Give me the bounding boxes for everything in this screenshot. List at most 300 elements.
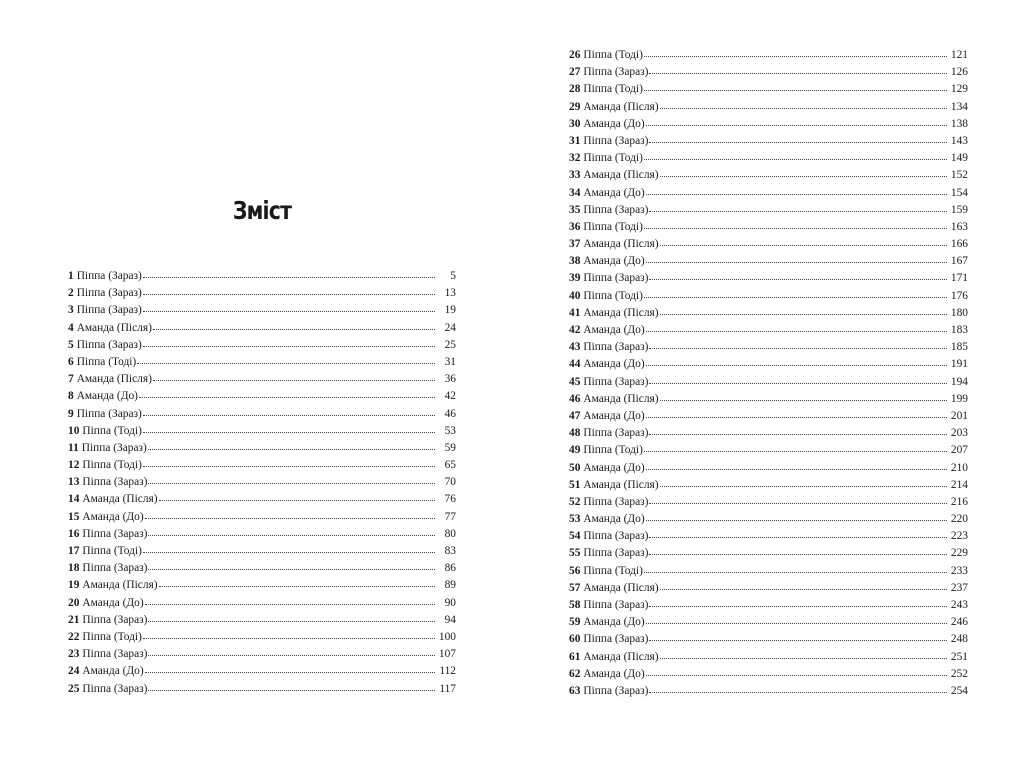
page-number: 152 bbox=[950, 169, 968, 182]
dot-leader bbox=[660, 650, 947, 660]
chapter-title: Піппа (Зараз) bbox=[583, 341, 649, 354]
dot-leader bbox=[143, 458, 435, 468]
chapter-title: Піппа (Тоді) bbox=[82, 424, 142, 437]
dot-leader bbox=[644, 443, 947, 453]
page-number: 80 bbox=[444, 527, 456, 540]
chapter-number: 48 bbox=[569, 427, 581, 440]
toc-entry[interactable] bbox=[569, 460, 968, 477]
toc-entry[interactable] bbox=[569, 133, 968, 150]
toc-entry[interactable] bbox=[569, 442, 968, 459]
chapter-number: 3 bbox=[68, 304, 74, 317]
toc-entry[interactable] bbox=[68, 320, 456, 337]
dot-leader bbox=[143, 630, 435, 640]
chapter-title: Піппа (Зараз) bbox=[583, 203, 649, 216]
chapter-title: Піппа (Тоді) bbox=[583, 289, 643, 302]
page-number: 159 bbox=[950, 203, 968, 216]
chapter-number: 21 bbox=[68, 613, 80, 626]
chapter-title: Аманда (До) bbox=[583, 667, 645, 680]
dot-leader bbox=[649, 529, 947, 539]
chapter-number: 13 bbox=[68, 476, 80, 489]
chapter-title: Піппа (Зараз) bbox=[82, 648, 148, 661]
page-number: 220 bbox=[950, 513, 968, 526]
chapter-number: 34 bbox=[569, 186, 581, 199]
chapter-number: 55 bbox=[569, 547, 581, 560]
chapter-number: 31 bbox=[569, 134, 581, 147]
page-number: 25 bbox=[444, 338, 456, 351]
toc-entry[interactable] bbox=[569, 477, 968, 494]
chapter-number: 24 bbox=[68, 665, 80, 678]
toc-entry[interactable] bbox=[569, 185, 968, 202]
page-number: 203 bbox=[950, 427, 968, 440]
chapter-number: 12 bbox=[68, 459, 80, 472]
chapter-number: 44 bbox=[569, 358, 581, 371]
chapter-number: 14 bbox=[68, 493, 80, 506]
toc-entry[interactable] bbox=[569, 649, 968, 666]
toc-entry[interactable] bbox=[68, 423, 456, 440]
toc-entry[interactable] bbox=[569, 580, 968, 597]
chapter-title: Аманда (До) bbox=[583, 358, 645, 371]
chapter-number: 59 bbox=[569, 616, 581, 629]
page-number: 121 bbox=[950, 49, 968, 61]
dot-leader bbox=[649, 65, 947, 75]
chapter-title: Піппа (Зараз) bbox=[583, 427, 649, 440]
dot-leader bbox=[660, 478, 947, 488]
chapter-title: Піппа (Зараз) bbox=[82, 527, 148, 540]
chapter-title: Аманда (Після) bbox=[583, 169, 659, 182]
chapter-number: 25 bbox=[68, 682, 80, 695]
chapter-title: Піппа (Зараз) bbox=[583, 495, 649, 508]
toc-entry[interactable] bbox=[569, 270, 968, 287]
toc-entry[interactable] bbox=[569, 47, 968, 64]
chapter-title: Аманда (До) bbox=[583, 117, 645, 130]
chapter-number: 42 bbox=[569, 324, 581, 336]
toc-entry[interactable] bbox=[569, 236, 968, 253]
dot-leader bbox=[660, 168, 947, 178]
toc-entry[interactable] bbox=[569, 545, 968, 562]
chapter-number: 41 bbox=[569, 306, 581, 319]
toc-entry[interactable] bbox=[68, 663, 456, 680]
chapter-number: 9 bbox=[68, 407, 74, 420]
page-number: 237 bbox=[950, 581, 968, 594]
chapter-number: 4 bbox=[68, 321, 74, 334]
page-number: 252 bbox=[950, 667, 968, 680]
page-number: 117 bbox=[439, 682, 456, 695]
dot-leader bbox=[646, 186, 947, 196]
page-number: 138 bbox=[950, 117, 968, 130]
dot-leader bbox=[145, 664, 435, 674]
chapter-number: 19 bbox=[68, 579, 80, 592]
chapter-title: Аманда (До) bbox=[583, 461, 645, 474]
dot-leader bbox=[644, 48, 947, 58]
chapter-number: 36 bbox=[569, 220, 581, 233]
page-number: 176 bbox=[950, 289, 968, 302]
chapter-title: Аманда (До) bbox=[583, 513, 645, 526]
dot-leader bbox=[660, 237, 947, 247]
chapter-title: Аманда (Після) bbox=[82, 579, 158, 592]
dot-leader bbox=[649, 546, 947, 556]
toc-entry[interactable] bbox=[68, 440, 456, 457]
toc-entry[interactable] bbox=[68, 509, 456, 526]
dot-leader bbox=[660, 100, 947, 110]
toc-entry[interactable] bbox=[68, 371, 456, 388]
chapter-title: Піппа (Тоді) bbox=[583, 83, 643, 96]
toc-entry[interactable] bbox=[569, 288, 968, 305]
chapter-title: Піппа (Тоді) bbox=[583, 152, 643, 165]
page-number: 166 bbox=[950, 238, 968, 251]
chapter-title: Піппа (Зараз) bbox=[76, 287, 142, 300]
page-number: 42 bbox=[444, 390, 456, 403]
chapter-title: Аманда (До) bbox=[583, 255, 645, 268]
page-number: 76 bbox=[444, 493, 456, 506]
page-number: 167 bbox=[950, 255, 968, 268]
page-number: 233 bbox=[950, 564, 968, 577]
dot-leader bbox=[649, 271, 947, 281]
dot-leader bbox=[649, 598, 947, 608]
chapter-title: Піппа (Тоді) bbox=[76, 355, 137, 368]
dot-leader bbox=[153, 321, 435, 331]
chapter-number: 43 bbox=[569, 341, 581, 354]
dot-leader bbox=[145, 510, 435, 520]
toc-entry[interactable] bbox=[569, 666, 968, 683]
chapter-title: Піппа (Тоді) bbox=[82, 459, 142, 472]
toc-entry[interactable] bbox=[68, 337, 456, 354]
chapter-number: 38 bbox=[569, 255, 581, 268]
chapter-number: 37 bbox=[569, 238, 581, 251]
toc-entry[interactable] bbox=[68, 595, 456, 612]
dot-leader bbox=[148, 682, 435, 692]
page-number: 154 bbox=[950, 186, 968, 199]
dot-leader bbox=[646, 461, 947, 471]
toc-entry[interactable] bbox=[569, 391, 968, 408]
dot-leader bbox=[139, 389, 435, 399]
chapter-title: Піппа (Тоді) bbox=[583, 49, 643, 61]
toc-entry[interactable] bbox=[569, 494, 968, 511]
toc-entry[interactable] bbox=[569, 408, 968, 425]
toc-entry[interactable] bbox=[68, 474, 456, 491]
toc-entry[interactable] bbox=[68, 526, 456, 543]
chapter-title: Піппа (Зараз) bbox=[81, 441, 147, 454]
page-number: 210 bbox=[950, 461, 968, 474]
chapter-number: 16 bbox=[68, 527, 80, 540]
toc-entry[interactable] bbox=[569, 150, 968, 167]
chapter-number: 27 bbox=[569, 66, 581, 79]
chapter-title: Піппа (Тоді) bbox=[583, 220, 643, 233]
chapter-title: Аманда (Після) bbox=[583, 238, 659, 251]
dot-leader bbox=[143, 424, 435, 434]
chapter-title: Піппа (Зараз) bbox=[82, 613, 148, 626]
dot-leader bbox=[649, 632, 947, 642]
toc-entry[interactable] bbox=[569, 683, 968, 700]
chapter-number: 40 bbox=[569, 289, 581, 302]
chapter-title: Піппа (Зараз) bbox=[583, 547, 649, 560]
chapter-number: 62 bbox=[569, 667, 581, 680]
dot-leader bbox=[143, 407, 435, 417]
page-number: 100 bbox=[438, 630, 456, 643]
page-number: 83 bbox=[444, 545, 456, 557]
toc-entry[interactable] bbox=[68, 681, 456, 698]
chapter-title: Аманда (Після) bbox=[583, 392, 659, 405]
dot-leader bbox=[660, 306, 947, 316]
chapter-title: Піппа (Зараз) bbox=[583, 530, 649, 543]
chapter-title: Аманда (Після) bbox=[82, 493, 158, 506]
page-number: 36 bbox=[444, 373, 456, 386]
chapter-number: 53 bbox=[569, 513, 581, 526]
chapter-title: Піппа (Зараз) bbox=[583, 375, 649, 388]
toc-entry[interactable] bbox=[68, 612, 456, 629]
chapter-number: 20 bbox=[68, 596, 80, 609]
toc-entry[interactable] bbox=[68, 302, 456, 319]
chapter-number: 57 bbox=[569, 581, 581, 594]
toc-entry[interactable] bbox=[68, 646, 456, 663]
chapter-title: Аманда (Після) bbox=[583, 306, 659, 319]
chapter-title: Піппа (Тоді) bbox=[82, 630, 142, 643]
chapter-title: Піппа (Зараз) bbox=[583, 599, 649, 611]
chapter-title: Аманда (Після) bbox=[583, 478, 659, 491]
dot-leader bbox=[148, 475, 435, 485]
toc-entry[interactable] bbox=[68, 268, 456, 285]
dot-leader bbox=[153, 372, 435, 382]
chapter-title: Аманда (До) bbox=[82, 510, 144, 523]
chapter-number: 15 bbox=[68, 510, 80, 523]
dot-leader bbox=[649, 134, 947, 144]
dot-leader bbox=[644, 289, 947, 299]
page-number: 171 bbox=[950, 272, 968, 285]
toc-entry[interactable] bbox=[569, 614, 968, 631]
chapter-number: 52 bbox=[569, 495, 581, 508]
toc-entry[interactable] bbox=[569, 219, 968, 236]
chapter-number: 46 bbox=[569, 392, 581, 405]
chapter-title: Піппа (Зараз) bbox=[82, 476, 148, 489]
page-number: 254 bbox=[950, 684, 968, 697]
chapter-number: 23 bbox=[68, 648, 80, 661]
dot-leader bbox=[148, 527, 435, 537]
page-number: 19 bbox=[444, 304, 456, 317]
chapter-number: 28 bbox=[569, 83, 581, 96]
dot-leader bbox=[649, 684, 947, 694]
chapter-number: 60 bbox=[569, 633, 581, 646]
page-number: 90 bbox=[444, 596, 456, 609]
page-number: 191 bbox=[950, 358, 968, 371]
dot-leader bbox=[148, 647, 435, 657]
dot-leader bbox=[644, 564, 947, 574]
toc-entry[interactable] bbox=[68, 285, 456, 302]
dot-leader bbox=[646, 117, 947, 127]
dot-leader bbox=[145, 596, 435, 606]
chapter-number: 18 bbox=[68, 562, 80, 575]
chapter-number: 32 bbox=[569, 152, 581, 165]
page-number: 199 bbox=[950, 392, 968, 405]
chapter-number: 30 bbox=[569, 117, 581, 130]
chapter-number: 50 bbox=[569, 461, 581, 474]
chapter-title: Аманда (До) bbox=[82, 596, 144, 609]
toc-entry[interactable] bbox=[569, 374, 968, 391]
toc-entry[interactable] bbox=[569, 305, 968, 322]
page-number: 183 bbox=[950, 324, 968, 336]
page-title: Зміст bbox=[232, 196, 292, 225]
chapter-title: Піппа (Зараз) bbox=[583, 633, 649, 646]
chapter-title: Аманда (Після) bbox=[76, 321, 152, 334]
chapter-number: 6 bbox=[68, 355, 74, 368]
toc-entry[interactable] bbox=[68, 577, 456, 594]
dot-leader bbox=[148, 441, 435, 451]
toc-entry[interactable] bbox=[569, 253, 968, 270]
chapter-title: Піппа (Зараз) bbox=[82, 682, 148, 695]
chapter-number: 58 bbox=[569, 599, 581, 611]
page-number: 216 bbox=[950, 495, 968, 508]
dot-leader bbox=[649, 495, 947, 505]
dot-leader bbox=[646, 615, 947, 625]
dot-leader bbox=[644, 151, 947, 161]
toc-entry[interactable] bbox=[68, 354, 456, 371]
dot-leader bbox=[159, 578, 435, 588]
chapter-title: Піппа (Тоді) bbox=[583, 444, 643, 457]
page-number: 89 bbox=[444, 579, 456, 592]
chapter-number: 35 bbox=[569, 203, 581, 216]
page-number: 77 bbox=[444, 510, 456, 523]
chapter-title: Аманда (Після) bbox=[583, 650, 659, 663]
chapter-number: 63 bbox=[569, 684, 581, 697]
chapter-title: Аманда (Після) bbox=[583, 581, 659, 594]
chapter-title: Піппа (Зараз) bbox=[82, 562, 148, 575]
chapter-number: 61 bbox=[569, 650, 581, 663]
toc-entry[interactable] bbox=[569, 64, 968, 81]
page-number: 65 bbox=[444, 459, 456, 472]
page-number: 163 bbox=[950, 220, 968, 233]
chapter-number: 22 bbox=[68, 630, 80, 643]
chapter-title: Піппа (Зараз) bbox=[76, 407, 142, 420]
chapter-title: Аманда (До) bbox=[583, 616, 645, 629]
chapter-number: 47 bbox=[569, 409, 581, 422]
page-number: 223 bbox=[950, 530, 968, 543]
page-number: 59 bbox=[444, 441, 456, 454]
toc-entry[interactable] bbox=[569, 99, 968, 116]
toc-entry[interactable] bbox=[569, 597, 968, 614]
page-number: 86 bbox=[444, 562, 456, 575]
page-number: 149 bbox=[950, 152, 968, 165]
page-number: 180 bbox=[950, 306, 968, 319]
page-number: 53 bbox=[444, 424, 456, 437]
chapter-number: 2 bbox=[68, 287, 74, 300]
page-number: 5 bbox=[450, 270, 456, 282]
page-number: 46 bbox=[444, 407, 456, 420]
page-number: 246 bbox=[950, 616, 968, 629]
toc-entry[interactable] bbox=[569, 511, 968, 528]
dot-leader bbox=[649, 203, 947, 213]
chapter-number: 54 bbox=[569, 530, 581, 543]
toc-entry[interactable] bbox=[68, 457, 456, 474]
dot-leader bbox=[649, 375, 947, 385]
page-number: 126 bbox=[950, 66, 968, 79]
page-number: 214 bbox=[950, 478, 968, 491]
dot-leader bbox=[148, 613, 435, 623]
chapter-number: 45 bbox=[569, 375, 581, 388]
chapter-title: Аманда (До) bbox=[82, 665, 144, 678]
toc-entry[interactable] bbox=[68, 560, 456, 577]
toc-entry[interactable] bbox=[569, 322, 968, 339]
chapter-number: 56 bbox=[569, 564, 581, 577]
page-number: 251 bbox=[950, 650, 968, 663]
dot-leader bbox=[143, 269, 435, 279]
page-number: 201 bbox=[950, 409, 968, 422]
chapter-number: 5 bbox=[68, 338, 74, 351]
chapter-number: 39 bbox=[569, 272, 581, 285]
page-number: 13 bbox=[444, 287, 456, 300]
toc-entry[interactable] bbox=[569, 81, 968, 98]
chapter-number: 49 bbox=[569, 444, 581, 457]
dot-leader bbox=[646, 409, 947, 419]
chapter-number: 1 bbox=[68, 270, 74, 282]
chapter-title: Аманда (До) bbox=[76, 390, 138, 403]
chapter-number: 29 bbox=[569, 100, 581, 113]
toc-entry[interactable] bbox=[68, 543, 456, 560]
chapter-number: 7 bbox=[68, 373, 74, 386]
dot-leader bbox=[143, 338, 435, 348]
dot-leader bbox=[644, 82, 947, 92]
right-page bbox=[512, 0, 1024, 767]
page-number: 185 bbox=[950, 341, 968, 354]
toc-entry[interactable] bbox=[569, 356, 968, 373]
dot-leader bbox=[143, 544, 435, 554]
chapter-title: Піппа (Тоді) bbox=[583, 564, 643, 577]
page-number: 31 bbox=[444, 355, 456, 368]
dot-leader bbox=[646, 323, 947, 333]
toc-entry[interactable] bbox=[569, 202, 968, 219]
dot-leader bbox=[660, 581, 947, 591]
chapter-title: Аманда (До) bbox=[583, 409, 645, 422]
chapter-title: Піппа (Зараз) bbox=[76, 338, 142, 351]
dot-leader bbox=[646, 512, 947, 522]
toc-entry[interactable] bbox=[569, 563, 968, 580]
page-number: 248 bbox=[950, 633, 968, 646]
page-number: 143 bbox=[950, 134, 968, 147]
chapter-title: Піппа (Зараз) bbox=[76, 270, 142, 282]
page-number: 24 bbox=[444, 321, 456, 334]
chapter-title: Аманда (Після) bbox=[76, 373, 152, 386]
dot-leader bbox=[143, 286, 435, 296]
chapter-number: 11 bbox=[68, 441, 79, 454]
toc-entry[interactable] bbox=[68, 629, 456, 646]
chapter-number: 8 bbox=[68, 390, 74, 403]
page-number: 194 bbox=[950, 375, 968, 388]
chapter-title: Піппа (Зараз) bbox=[583, 134, 649, 147]
dot-leader bbox=[646, 254, 947, 264]
dot-leader bbox=[143, 303, 435, 313]
chapter-title: Аманда (До) bbox=[583, 186, 645, 199]
toc-entry[interactable] bbox=[569, 167, 968, 184]
chapter-title: Піппа (Зараз) bbox=[583, 684, 649, 697]
dot-leader bbox=[159, 492, 435, 502]
toc-entry[interactable] bbox=[569, 528, 968, 545]
page-number: 70 bbox=[444, 476, 456, 489]
chapter-title: Аманда (Після) bbox=[583, 100, 659, 113]
toc-entry[interactable] bbox=[68, 491, 456, 508]
chapter-number: 17 bbox=[68, 545, 80, 557]
dot-leader bbox=[644, 220, 947, 230]
chapter-number: 10 bbox=[68, 424, 80, 437]
toc-entry[interactable] bbox=[68, 388, 456, 405]
toc-entry[interactable] bbox=[569, 116, 968, 133]
toc-entry[interactable] bbox=[68, 406, 456, 423]
chapter-title: Піппа (Тоді) bbox=[82, 545, 142, 557]
toc-entry[interactable] bbox=[569, 631, 968, 648]
toc-entry[interactable] bbox=[569, 425, 968, 442]
dot-leader bbox=[148, 561, 435, 571]
toc-entry[interactable] bbox=[569, 339, 968, 356]
page-number: 243 bbox=[950, 599, 968, 611]
chapter-title: Піппа (Зараз) bbox=[76, 304, 142, 317]
chapter-number: 26 bbox=[569, 49, 581, 61]
dot-leader bbox=[646, 357, 947, 367]
